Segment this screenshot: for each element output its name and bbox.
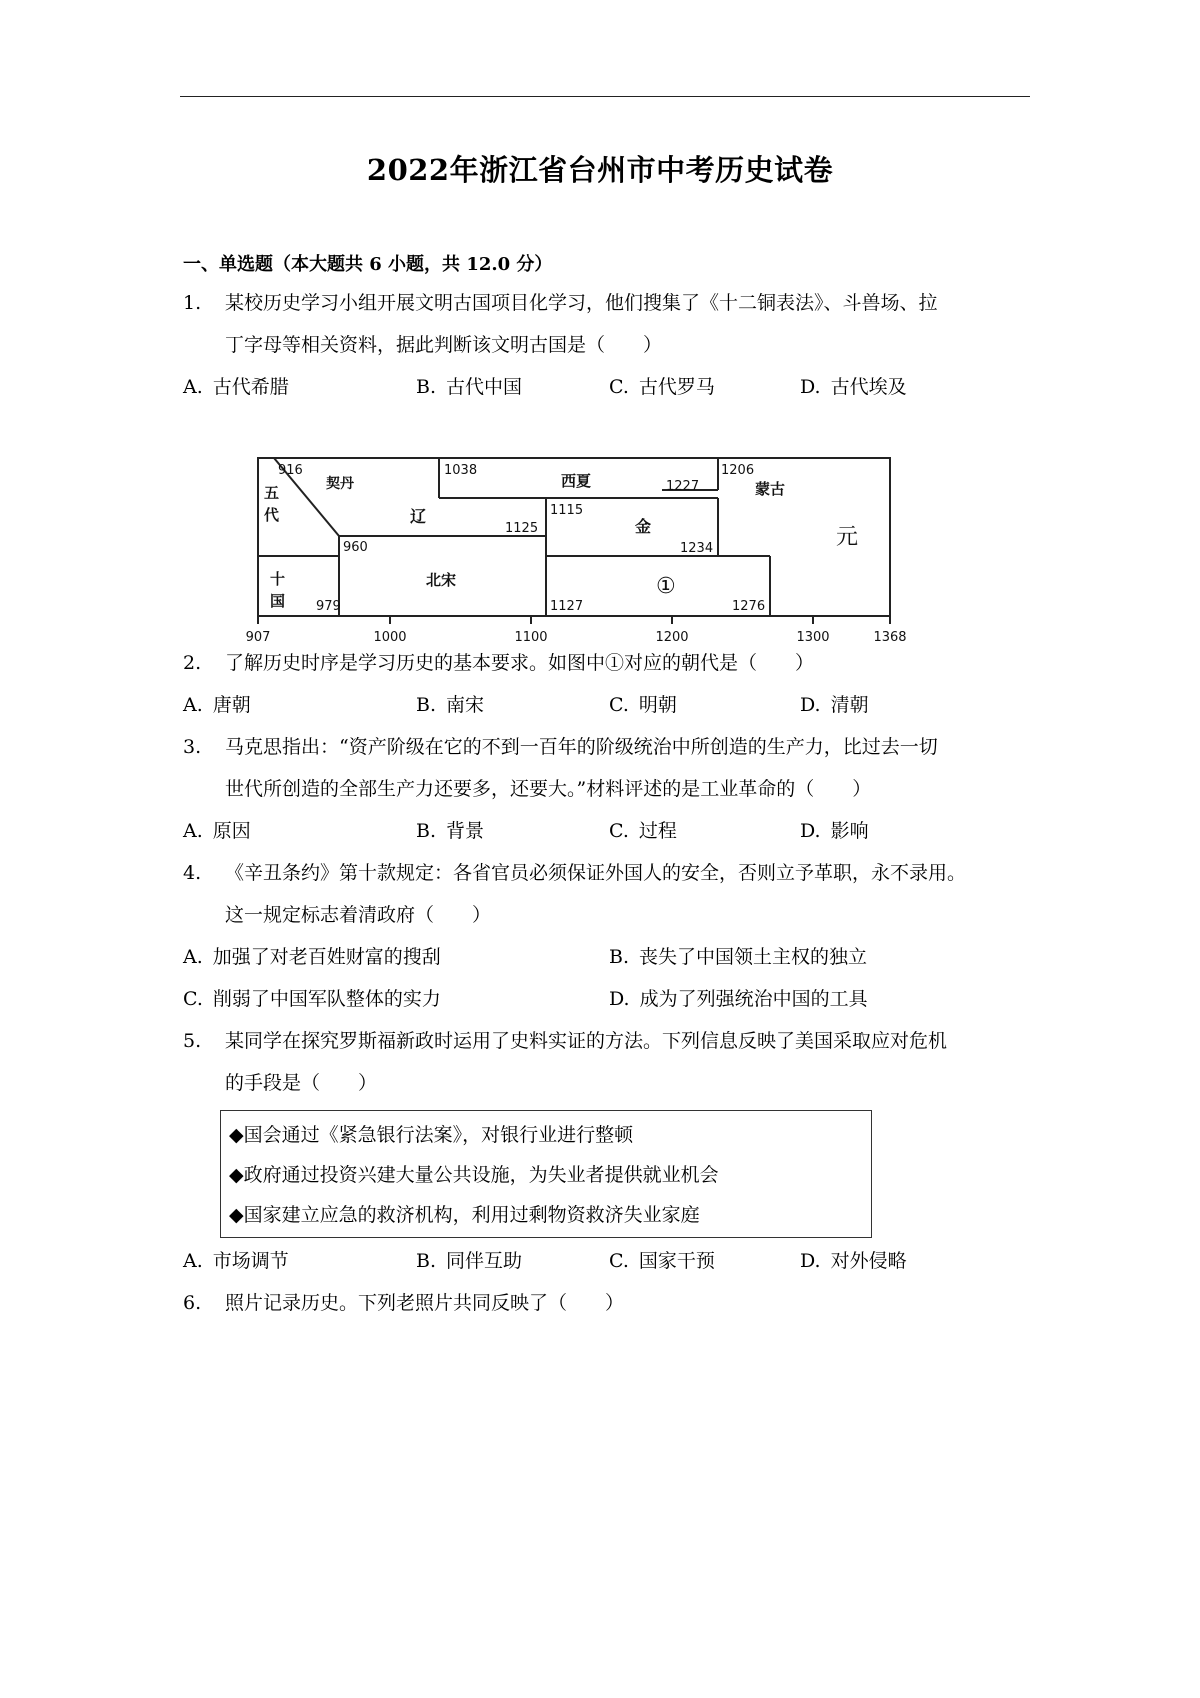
options-q3 bbox=[183, 810, 1083, 852]
dynasty-yuan: 元 bbox=[836, 525, 859, 550]
question-4 bbox=[183, 852, 967, 926]
option-d[interactable]: D. 对外侵略 bbox=[800, 1250, 907, 1272]
dynasty-shiguo: 十国 bbox=[270, 570, 286, 610]
question-line: 马克思指出：“资产阶级在它的不到一百年的阶级统治中所创造的生产力，比过去一切 bbox=[225, 736, 938, 758]
page-title: 2022年浙江省台州市中考历史试卷 bbox=[366, 153, 834, 187]
question-line: 了解历史时序是学习历史的基本要求。如图中①对应的朝代是（ ） bbox=[225, 652, 815, 674]
axis-tick-label: 907 bbox=[245, 630, 271, 645]
question-line: 某同学在探究罗斯福新政时运用了史料实证的方法。下列信息反映了美国采取应对危机 bbox=[225, 1030, 948, 1052]
question-number: 4. bbox=[183, 862, 202, 884]
option-c[interactable]: C. 过程 bbox=[609, 820, 677, 842]
source-item: ◆国家建立应急的救济机构，利用过剩物资救济失业家庭 bbox=[229, 1204, 700, 1226]
option-a[interactable]: A. 古代希腊 bbox=[183, 376, 289, 398]
question-1 bbox=[183, 282, 938, 356]
axis-tick-label: 1000 bbox=[373, 630, 407, 645]
question-number: 3. bbox=[183, 736, 202, 758]
question-3 bbox=[183, 726, 938, 800]
dynasty-liao: 辽 bbox=[410, 507, 427, 526]
question-line: 的手段是（ ） bbox=[225, 1072, 378, 1094]
option-a[interactable]: A. 原因 bbox=[183, 820, 251, 842]
axis-tick-label: 1200 bbox=[655, 630, 689, 645]
dynasty-jin: 金 bbox=[635, 517, 652, 536]
options-q4-row1 bbox=[183, 936, 1083, 978]
option-c[interactable]: C. 削弱了中国军队整体的实力 bbox=[183, 988, 441, 1010]
option-a[interactable]: A. 市场调节 bbox=[183, 1250, 289, 1272]
question-6 bbox=[183, 1282, 625, 1324]
dynasty-beisong: 北宋 bbox=[426, 571, 457, 589]
option-d[interactable]: D. 清朝 bbox=[800, 694, 869, 716]
question-line: 丁字母等相关资料，据此判断该文明古国是（ ） bbox=[225, 334, 663, 356]
option-b[interactable]: B. 背景 bbox=[416, 820, 485, 842]
question-number: 5. bbox=[183, 1030, 202, 1052]
option-a[interactable]: A. 唐朝 bbox=[183, 694, 251, 716]
year-label-1125: 1125 bbox=[505, 521, 539, 536]
source-material-box bbox=[220, 1110, 872, 1238]
question-number: 6. bbox=[183, 1292, 202, 1314]
options-q4-row2 bbox=[183, 978, 1083, 1020]
source-item: ◆政府通过投资兴建大量公共设施，为失业者提供就业机会 bbox=[229, 1164, 719, 1186]
option-c[interactable]: C. 国家干预 bbox=[609, 1250, 715, 1272]
option-b[interactable]: B. 古代中国 bbox=[416, 376, 523, 398]
options-q5 bbox=[183, 1240, 1083, 1282]
axis-tick-label: 1300 bbox=[796, 630, 830, 645]
question-line: 世代所创造的全部生产力还要多，还要大。”材料评述的是工业革命的（ ） bbox=[225, 778, 872, 800]
question-number: 2. bbox=[183, 652, 202, 674]
option-b[interactable]: B. 同伴互助 bbox=[416, 1250, 523, 1272]
question-5 bbox=[183, 1020, 948, 1094]
year-label-1227: 1227 bbox=[666, 479, 700, 494]
year-label-916: 916 bbox=[278, 463, 303, 478]
year-label-1038: 1038 bbox=[444, 463, 478, 478]
page-top-rule bbox=[180, 96, 1030, 97]
question-line: 这一规定标志着清政府（ ） bbox=[225, 904, 492, 926]
year-label-1206: 1206 bbox=[721, 463, 755, 478]
option-c[interactable]: C. 明朝 bbox=[609, 694, 677, 716]
source-item: ◆国会通过《紧急银行法案》，对银行业进行整顿 bbox=[229, 1124, 634, 1146]
option-c[interactable]: C. 古代罗马 bbox=[609, 376, 715, 398]
options-q1 bbox=[183, 366, 1083, 408]
year-label-1234: 1234 bbox=[680, 541, 714, 556]
dynasty-xixia: 西夏 bbox=[561, 472, 592, 490]
year-label-1276: 1276 bbox=[732, 599, 766, 614]
axis-ticks bbox=[258, 616, 890, 624]
question-line: 某校历史学习小组开展文明古国项目化学习，他们搜集了《十二铜表法》、斗兽场、拉 bbox=[225, 292, 938, 314]
option-d[interactable]: D. 成为了列强统治中国的工具 bbox=[609, 988, 868, 1010]
year-label-960: 960 bbox=[343, 540, 368, 555]
options-q2 bbox=[183, 684, 1083, 726]
question-number: 1. bbox=[183, 292, 202, 314]
year-label-979: 979 bbox=[316, 599, 341, 614]
axis-tick-label: 1368 bbox=[873, 630, 907, 645]
option-d[interactable]: D. 古代埃及 bbox=[800, 376, 907, 398]
axis-tick-label: 1100 bbox=[514, 630, 548, 645]
option-b[interactable]: B. 丧失了中国领土主权的独立 bbox=[609, 946, 868, 968]
year-label-1127: 1127 bbox=[550, 599, 584, 614]
question-line: 照片记录历史。下列老照片共同反映了（ ） bbox=[225, 1292, 625, 1314]
dynasty-menggu: 蒙古 bbox=[755, 480, 786, 498]
option-d[interactable]: D. 影响 bbox=[800, 820, 869, 842]
option-b[interactable]: B. 南宋 bbox=[416, 694, 485, 716]
question-2 bbox=[183, 642, 815, 684]
timeline-svg bbox=[240, 452, 980, 650]
dynasty-wudai: 五代 bbox=[264, 484, 280, 524]
dynasty-qidan: 契丹 bbox=[326, 476, 354, 492]
dynasty-timeline-figure bbox=[240, 452, 980, 654]
year-label-1115: 1115 bbox=[550, 503, 584, 518]
dynasty-circle-1: ① bbox=[656, 574, 676, 599]
question-line: 《辛丑条约》第十款规定：各省官员必须保证外国人的安全，否则立予革职，永不录用。 bbox=[225, 862, 967, 884]
option-a[interactable]: A. 加强了对老百姓财富的搜刮 bbox=[183, 946, 441, 968]
section-heading: 一、单选题（本大题共 6 小题，共 12.0 分） bbox=[183, 254, 553, 275]
